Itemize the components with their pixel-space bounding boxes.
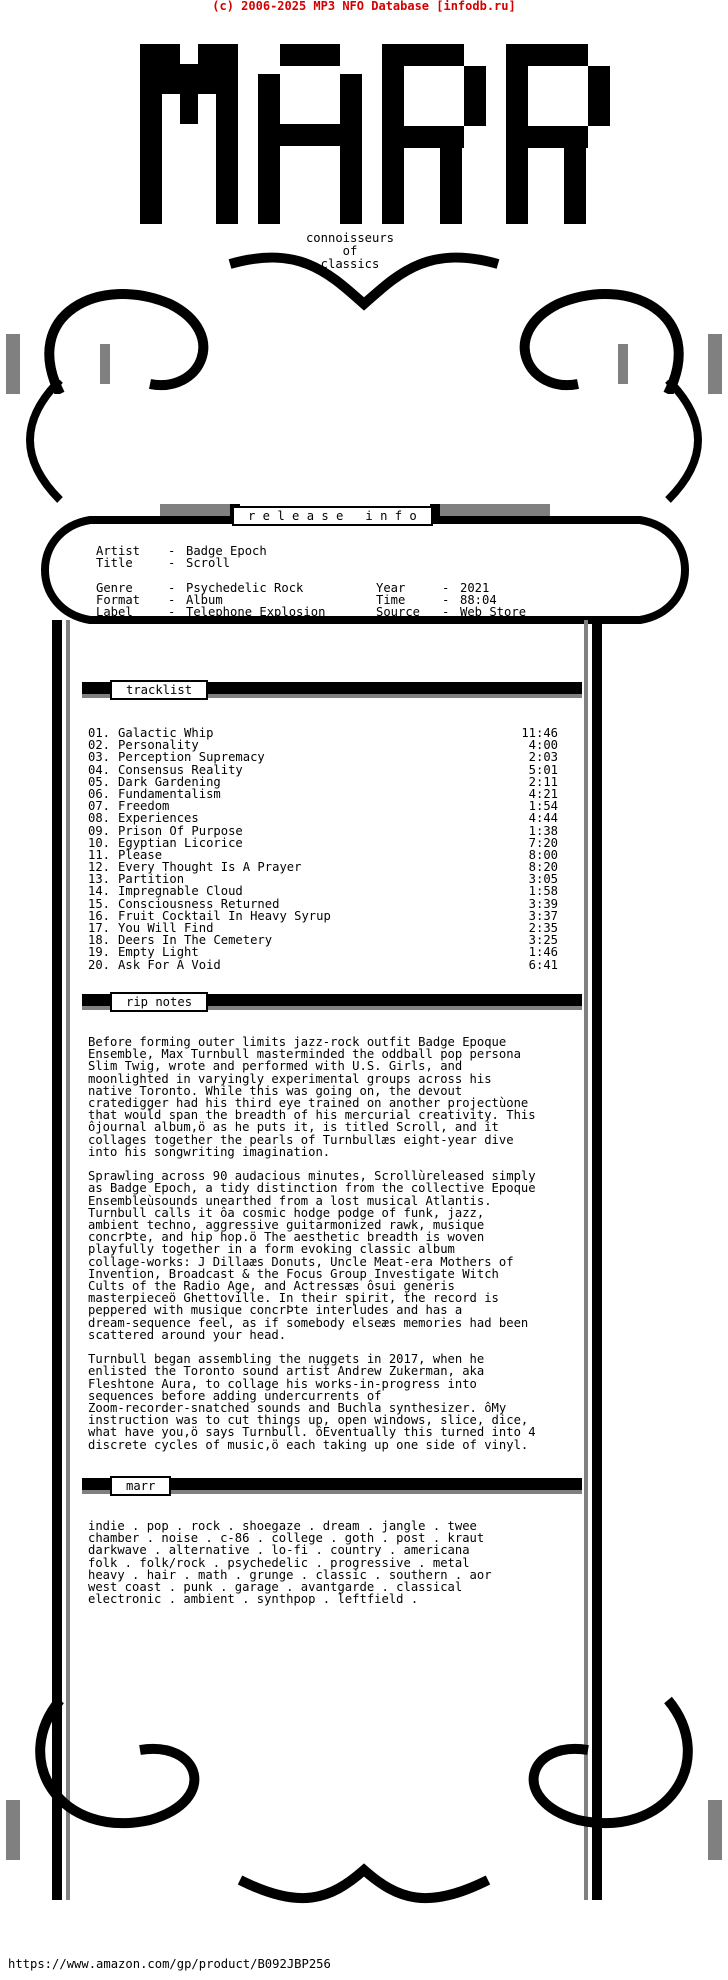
rip-notes (88, 1036, 578, 1463)
track-time: 8:20 (528, 860, 558, 875)
track-time: 2:03 (528, 750, 558, 765)
track-name: Consensus Reality (118, 762, 243, 777)
release-info: Artist - Badge Epoch Title - Scroll Genre - Psychedelic Rock Year - 2021 Format - Album Time - 88:04 Label - Telephone Explosion Source - Web Store (96, 544, 527, 619)
track-name: You Will Find (118, 921, 214, 935)
track-time: 11:46 (521, 726, 558, 740)
year-value: 2021 (460, 580, 490, 595)
track-row (88, 812, 558, 824)
track-time: 1:46 (528, 945, 558, 960)
track-name: Prison Of Purpose (118, 823, 243, 838)
track-name: Galactic Whip (118, 726, 214, 740)
track-name: Ask For A Void (118, 957, 221, 972)
track-row (88, 825, 558, 837)
track-number: 08. (88, 811, 111, 826)
title-value: Scroll (186, 556, 231, 571)
track-name: Freedom (118, 799, 170, 814)
track-row (88, 946, 558, 958)
track-name: Every Thought Is A Prayer (118, 860, 302, 875)
track-time: 7:20 (528, 835, 558, 850)
track-number: 04. (88, 762, 111, 777)
track-number: 03. (88, 750, 111, 765)
track-name: Deers In The Cemetery (118, 933, 273, 948)
track-name: Partition (118, 872, 185, 887)
track-name: Consciousness Returned (118, 896, 280, 911)
track-name: Fruit Cocktail In Heavy Syrup (118, 908, 331, 923)
track-number: 02. (88, 738, 111, 753)
track-number: 09. (88, 823, 111, 838)
track-row (88, 764, 558, 776)
time-value: 88:04 (460, 592, 497, 607)
track-title (88, 837, 243, 849)
track-time: 4:44 (528, 811, 558, 826)
track-number: 14. (88, 884, 111, 899)
artist-value: Badge Epoch (186, 544, 267, 558)
track-time: 3:37 (528, 908, 558, 923)
track-time: 6:41 (528, 957, 558, 972)
label-value: Telephone Explosion (186, 605, 326, 619)
format-label: Format (96, 592, 141, 607)
track-time: 2:35 (528, 921, 558, 935)
title-label: Title (96, 556, 133, 571)
track-name: Egyptian Licorice (118, 835, 243, 850)
track-title (88, 825, 243, 837)
artist-label: Artist (96, 544, 141, 558)
track-time: 2:11 (528, 774, 558, 789)
section-tracklist: tracklist (110, 680, 208, 700)
time-label: Time (376, 592, 406, 607)
track-number: 16. (88, 908, 111, 923)
track-number: 13. (88, 872, 111, 887)
track-title (88, 764, 243, 776)
nfo-credit: (c) 2006-2025 MP3 NFO Database [infodb.ru] (212, 0, 516, 13)
track-name: Please (118, 847, 163, 862)
track-time: 5:01 (528, 762, 558, 777)
year-label: Year (376, 580, 406, 595)
track-title (88, 959, 221, 971)
notes-paragraph-2: Sprawling across 90 audacious minutes, Scrollùreleased simply as Badge Epoch, a tidy distinction from the collective Epoque Ensembleùsounds unearthed from a lost musical Atlantis. Turnbull calls it ôa cosmic hodge podge of funk, jazz, ambient techno, aggressive guitarmonized rawk, musique concrÞte, and hip hop.ö The aesthetic breadth is woven playfully together in a form evoking classic album collage-works: J Dillaæs Donuts, Uncle Meat-era Mothers of Invention, Broadcast & the Focus Group Investigate Witch Cults of the Radio Age, and Actressæs ôsui generis masterpieceö Ghettoville. In their spirit, the record is peppered with musique concrÞte interludes and has a dream-sequence feel, as if somebody elseæs memories had been scattered around your head. (88, 1169, 536, 1342)
track-name: Dark Gardening (118, 774, 221, 789)
track-number: 10. (88, 835, 111, 850)
track-time: 3:05 (528, 872, 558, 887)
track-number: 06. (88, 786, 111, 801)
group-tagline (270, 232, 430, 271)
genre-label: Genre (96, 580, 133, 595)
source-url[interactable]: https://www.amazon.com/gp/product/B092JBP256 (8, 1957, 331, 1971)
tagline-line-1: connoisseurs (305, 231, 395, 245)
track-row (88, 959, 558, 971)
track-time: 1:38 (528, 823, 558, 838)
format-value: Album (186, 592, 223, 607)
track-number: 07. (88, 799, 111, 814)
tagline-line-2: of (342, 244, 358, 258)
track-time: 4:21 (528, 786, 558, 801)
track-number: 17. (88, 921, 111, 935)
track-name: Personality (118, 738, 199, 753)
track-name: Perception Supremacy (118, 750, 265, 765)
track-list (88, 727, 558, 971)
track-number: 12. (88, 860, 111, 875)
track-name: Impregnable Cloud (118, 884, 243, 899)
genre-value: Psychedelic Rock (186, 580, 304, 595)
track-number: 15. (88, 896, 111, 911)
notes-paragraph-1: Before forming outer limits jazz-rock outfit Badge Epoque Ensemble, Max Turnbull masterminded the oddball pop persona Slim Twig, wrote and performed with U.S. Girls, and moonlighted in varyingly experimental groups across his native Toronto. While this was going on, the devout cratedigger had his third eye trained on another projectùone that would span the breadth of his mercurial creativity. This ôjournal album,ö as he puts it, is titled Scroll, and it collages together the pearls of Turnbullæs eight-year dive into his songwriting imagination. (88, 1035, 536, 1159)
label-label: Label (96, 605, 133, 619)
track-number: 20. (88, 957, 111, 972)
track-number: 01. (88, 726, 111, 740)
track-time: 1:58 (528, 884, 558, 899)
tagline-line-3: classics (320, 257, 380, 271)
track-number: 19. (88, 945, 111, 960)
track-time: 1:54 (528, 799, 558, 814)
track-row (88, 751, 558, 763)
track-number: 18. (88, 933, 111, 948)
notes-paragraph-3: Turnbull began assembling the nuggets in 2017, when he enlisted the Toronto sound artist Andrew Zukerman, aka Fleshtone Aura, to collage his works-in-progress into sequences before adding undercurrents of Zoom-recorder-snatched sounds and Buchla synthesizer. ôMy instruction was to cut things up, open windows, slice, dice, what have you,ö says Turnbull. ôEventually this turned into 4 discrete cycles of music,ö each taking up one side of vinyl. (88, 1352, 536, 1452)
track-name: Experiences (118, 811, 199, 826)
genre-tags: indie . pop . rock . shoegaze . dream . jangle . twee chamber . noise . c-86 . college . goth . post . kraut darkwave . alternative . lo-fi . country . americana folk . folk/rock . psychedelic . progressive . metal heavy . hair . math . grunge . classic . southern . aor west coast . punk . garage . avantgarde . classical electronic . ambient . synthpop . leftfield . (88, 1519, 492, 1607)
track-number: 11. (88, 847, 111, 862)
track-name: Empty Light (118, 945, 199, 960)
track-row (88, 898, 558, 910)
source-value: Web Store (460, 605, 527, 619)
track-row (88, 885, 558, 897)
track-number: 05. (88, 774, 111, 789)
section-marr: marr (110, 1476, 171, 1496)
track-time: 4:00 (528, 738, 558, 753)
section-release-info: r e l e a s e i n f o (232, 506, 433, 526)
track-title (88, 751, 265, 763)
track-time: 8:00 (528, 847, 558, 862)
track-name: Fundamentalism (118, 786, 221, 801)
track-time: 3:39 (528, 896, 558, 911)
track-title (88, 898, 279, 910)
track-title (88, 885, 243, 897)
source-label: Source (376, 605, 421, 619)
track-time: 3:25 (528, 933, 558, 948)
marr-logo (0, 14, 728, 394)
section-rip-notes: rip notes (110, 992, 208, 1012)
